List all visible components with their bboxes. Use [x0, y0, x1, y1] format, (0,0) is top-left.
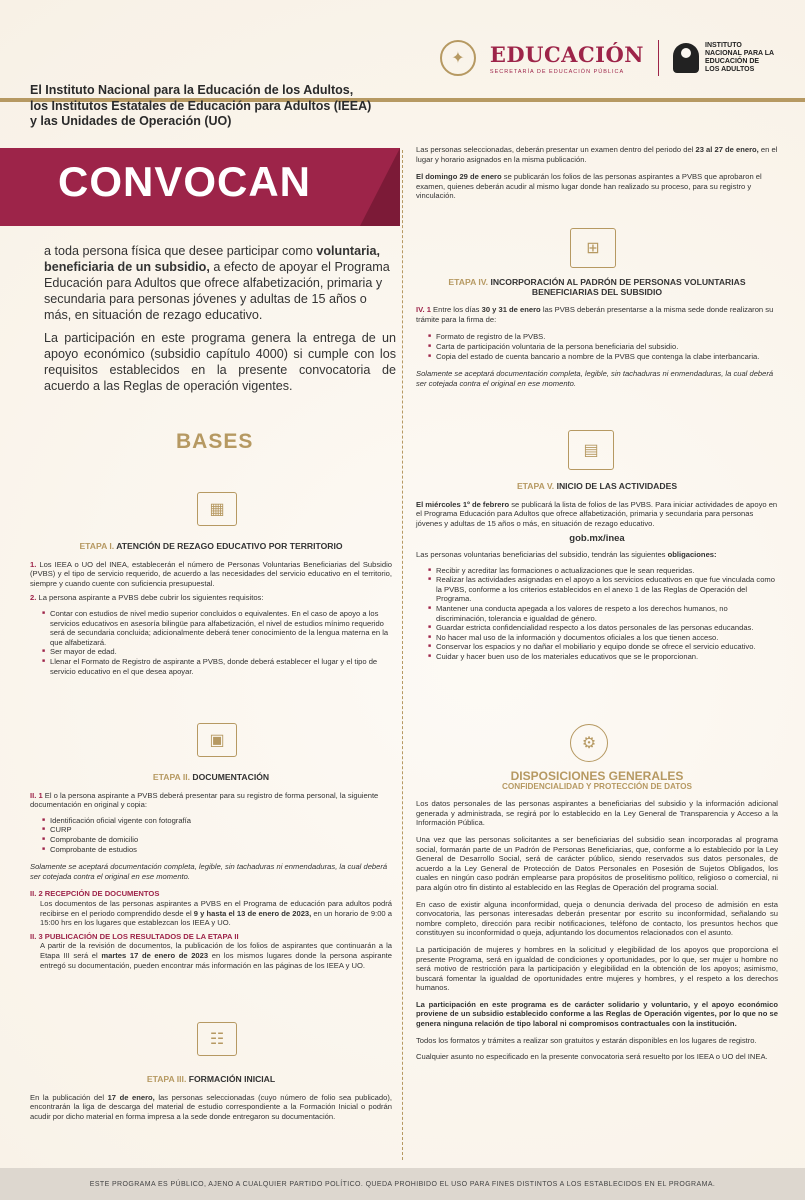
- folder-people-icon: ▣: [197, 723, 237, 757]
- etapa-4-point-1: [416, 305, 778, 324]
- etapa-3-title: [30, 1075, 392, 1085]
- list-item: ■ Ser mayor de edad.: [42, 647, 392, 657]
- bases-heading: BASES: [176, 430, 254, 453]
- etapa-3: [30, 1075, 392, 1121]
- etapa-1-tag: ETAPA I.: [79, 541, 115, 551]
- etapa-4-text-c: las PVBS deberán presentarse a la misma sede donde realizaron su trámite para la firma de:: [416, 305, 774, 324]
- etapa-1-text-2: La persona aspirante a PVBS debe cubrir los siguientes requisitos:: [38, 593, 264, 603]
- list-item: ■ CURP: [42, 825, 392, 835]
- issuer-line-3: y las Unidades de Operación (UO): [30, 114, 232, 128]
- etapa-3-text-b: 17 de enero,: [107, 1092, 155, 1102]
- disposiciones-p5: La participación en este programa es de carácter solidario y voluntario, y el apoyo económico proviene de un subsidio establecido conforme a las Reglas de Operación vigentes, por lo que no se genera ninguna relación de tipo laboral ni compromisos contractuales con la institución.: [416, 999, 778, 1029]
- etapa-4-tag: ETAPA IV.: [448, 277, 489, 287]
- etapa-3-text-c: las personas seleccionadas (cuyo número de folio sea publicado), encontrarán la liga de descarga del material de estudio correspondiente a la Formación Inicial o podrán acudir por dicho material en forma impresa a la sede donde entregaron su documentación.: [30, 1092, 392, 1121]
- etapa-1-point-2: [30, 593, 392, 603]
- obligations-text-b: obligaciones:: [667, 549, 717, 559]
- list-item: ■ Guardar estricta confidencialidad respecto a los datos personales de las personas educandas.: [428, 623, 778, 633]
- etapa-4-text-a: Entre los días: [433, 305, 482, 315]
- etapa-2-3-heading: II. 3 PUBLICACIÓN DE LOS RESULTADOS DE LA ETAPA II: [30, 931, 239, 941]
- etapa-5-text-b: se publicará la lista de folios de las PVBS. Para iniciar actividades de apoyo en el Programa Educación para Adultos que ofrece alfabetización, primaria y secundaria para personas jóvenes y adultas de 15 años o más, en situación de rezago educativo.: [416, 499, 778, 528]
- issuer-line-2: los Institutos Estatales de Educación para Adultos (IEEA): [30, 98, 372, 113]
- list-item: ■ Cuidar y hacer buen uso de los materiales educativos que se le proporcionan.: [428, 652, 778, 662]
- list-item: ■ Contar con estudios de nivel medio superior concluidos o equivalentes. En el caso de apoyo a los servicios educativos en asesoría bilingüe para alfabetización, el nivel de estudios mínimo requerido será de secundaria concluida; adicionalmente deberá tener conocimiento de la lengua materna en la que alfabetizará.: [42, 609, 392, 647]
- etapa-1-point-1: [30, 560, 392, 589]
- etapa-2-2-text: [30, 899, 392, 928]
- calendar-icon: ▤: [568, 430, 614, 470]
- logo-divider: [658, 40, 659, 76]
- etapa-2-tag: ETAPA II.: [152, 772, 190, 782]
- etapa-2-2-text-b: 9 y hasta el 13 de enero de 2023,: [193, 908, 312, 918]
- lead-paragraph-1: [44, 243, 396, 323]
- results-text-a: El domingo 29 de enero: [416, 172, 502, 182]
- inea-logo-text: INSTITUTO NACIONAL PARA LA EDUCACIÓN DE LOS ADULTOS: [705, 42, 774, 73]
- presentation-board-icon: ▦: [197, 492, 237, 526]
- inea-person-icon: [673, 43, 699, 73]
- lead-paragraph-2: La participación en este programa genera la entrega de un apoyo económico (subsidio capítulo 4000) si cumple con los requisitos establecidos en la presente convocatoria de acuerdo a las Reglas de operación vigentes.: [44, 331, 396, 393]
- etapa-4-title: [416, 278, 778, 297]
- gob-inea-link[interactable]: gob.mx/inea: [569, 533, 625, 545]
- sep-logo: [490, 42, 644, 75]
- lead-text-b: voluntaria, beneficiaria de un subsidio,: [44, 244, 381, 274]
- disposiciones-p4: La participación de mujeres y hombres en la solicitud y elegibilidad de los apoyos que proporciona el presente Programa, será en igualdad de condiciones y oportunidades, por lo que, ser mujer u hombre no será motivo de restricción para la participación y elegibilidad en la obtención de los apoyos; asimismo, buscará fomentar la igualdad de oportunidades entre mujeres y hombres, y el respeto a los derechos humanos.: [416, 944, 778, 993]
- list-item: ■ Realizar las actividades asignadas en el apoyo a los servicios educativos en que fue vinculada como la PVBS, conforme a los criterios establecidos en el anexo 1 de las Reglas de Operación del Programa.: [428, 575, 778, 604]
- etapa-2-3-text: [30, 941, 392, 970]
- etapa-4-num-1: IV. 1: [416, 305, 431, 315]
- list-item: ■ Comprobante de estudios: [42, 845, 392, 855]
- etapa-3-continued: [416, 145, 778, 201]
- disposiciones-p7: Cualquier asunto no especificado en la presente convocatoria será resuelto por los IEEA o UO del INEA.: [416, 1052, 768, 1062]
- etapa-4-title-text: INCORPORACIÓN AL PADRÓN DE PERSONAS VOLUNTARIAS BENEFICIARIAS DEL SUBSIDIO: [490, 277, 746, 297]
- issuer-heading: [30, 83, 400, 130]
- disposiciones-p2: Una vez que las personas solicitantes a ser beneficiarias del subsidio sean incorporadas al programa social, formarán parte de un Padrón de Personas Beneficiarias, que, conforme a lo establecido por la Ley General de Desarrollo Social, será de carácter público, siendo reservados sus datos personales, de acuerdo a la Ley General de Protección de Datos Personales en Posesión de Sujetos Obligados, los cuales en ningún caso podrán emplearse para propósitos de proselitismo político, religioso o comercial, ni para algún otro fin distinto al establecido en las Reglas de Operación del programa social.: [416, 834, 778, 892]
- list-item: ■ Copia del estado de cuenta bancario a nombre de la PVBS que contenga la clabe interbancaria.: [428, 352, 778, 362]
- etapa-5-tag: ETAPA V.: [516, 481, 555, 491]
- etapa-5-intro: [416, 500, 778, 529]
- exam-paragraph: [416, 145, 778, 164]
- etapa-1-num-2: 2.: [30, 593, 37, 603]
- etapa-2-documents: [30, 816, 392, 854]
- results-paragraph: [416, 172, 778, 201]
- etapa-1-title: [30, 542, 392, 552]
- etapa-2-2-heading: II. 2 RECEPCIÓN DE DOCUMENTOS: [30, 889, 160, 899]
- org-chart-icon: ⊞: [570, 228, 616, 268]
- footer-disclaimer: ESTE PROGRAMA ES PÚBLICO, AJENO A CUALQUIER PARTIDO POLÍTICO. QUEDA PROHIBIDO EL USO PARA FINES DISTINTOS A LOS ESTABLECIDOS EN EL PROGRAMA.: [0, 1168, 805, 1200]
- obligations-intro: [416, 550, 778, 560]
- list-item: ■ Formato de registro de la PVBS.: [428, 332, 778, 342]
- lead-text-c: a efecto de apoyar el Programa Educación para Adultos que ofrece alfabetización, primaria y secundaria para personas jóvenes y adultas de 15 años o más, en situación de rezago educativo.: [44, 260, 390, 322]
- etapa-5-title-text: INICIO DE LAS ACTIVIDADES: [556, 481, 678, 491]
- gear-icon: ⚙: [570, 724, 608, 762]
- obligations-text-a: Las personas voluntarias beneficiarias del subsidio, tendrán las siguientes: [416, 549, 668, 559]
- disposiciones-p6: Todos los formatos y trámites a realizar son gratuitos y estarán disponibles en los lugares de registro.: [416, 1035, 757, 1045]
- etapa-5-text-a: El miércoles 1º de febrero: [416, 499, 510, 509]
- etapa-4-note: Solamente se aceptará documentación completa, legible, sin tachaduras ni enmendaduras, la cual deberá ser cotejada contra el original en ese momento.: [416, 369, 774, 388]
- etapa-4-documents: [416, 332, 778, 361]
- convocan-title: CONVOCAN: [58, 158, 312, 205]
- disposiciones-p3: En caso de existir alguna inconformidad, queja o denuncia derivada del proceso de admisión en esta convocatoria, las personas interesadas deberán presentar por escrito su inconformidad, señalando su nombre completo, dirección para recibir notificaciones, teléfono de contacto, los presuntos hechos que constituyen su inconformidad o queja, adjuntando los documentos relacionados con el asunto.: [416, 899, 778, 938]
- list-item: ■ Recibir y acreditar las formaciones o actualizaciones que le sean requeridas.: [428, 566, 778, 576]
- etapa-4-text-b: 30 y 31 de enero: [481, 305, 541, 315]
- etapa-2-title-text: DOCUMENTACIÓN: [192, 772, 270, 782]
- etapa-1-requirements: [30, 609, 392, 676]
- sep-logo-subtitle: SECRETARÍA DE EDUCACIÓN PÚBLICA: [489, 68, 625, 75]
- etapa-2-point-1: [30, 791, 392, 810]
- sep-logo-word: EDUCACIÓN: [489, 41, 644, 67]
- list-item: ■ No hacer mal uso de la información y documentos oficiales a los que tienen acceso.: [428, 633, 778, 643]
- etapa-3-text-a: En la publicación del: [30, 1092, 108, 1102]
- exam-text-a: Las personas seleccionadas, deberán presentar un examen dentro del periodo del: [416, 145, 696, 154]
- disposiciones: [416, 769, 778, 1062]
- obligations-list: [416, 566, 778, 662]
- exam-text-c: en el lugar y horario asignados en la misma publicación.: [416, 145, 778, 164]
- disposiciones-title: DISPOSICIONES GENERALES: [510, 769, 684, 783]
- etapa-3-title-text: FORMACIÓN INICIAL: [188, 1074, 276, 1084]
- etapa-3-text: [30, 1093, 392, 1122]
- etapa-2-3-text-c: en los mismos lugares donde la persona aspirante entregó su documentación, pueden encontrar más información en las páginas de los IEEA y UO.: [40, 950, 392, 970]
- exam-text-b: 23 al 27 de enero,: [695, 145, 759, 154]
- list-item: ■ Comprobante de domicilio: [42, 835, 392, 845]
- issuer-line-1: El Instituto Nacional para la Educación de los Adultos,: [30, 83, 354, 97]
- list-item: ■ Mantener una conducta apegada a los valores de respeto a los derechos humanos, no discriminación, tolerancia e igualdad de género.: [428, 604, 778, 623]
- etapa-1-text-1: Los IEEA o UO del INEA, establecerán el número de Personas Voluntarias Beneficiarias del Subsidio (PVBS) y el tipo de servicio requerido, de acuerdo a las necesidades del servicio educativo en el territorio, siempre y cuando cuente con suficiencia presupuestal.: [30, 559, 392, 588]
- results-text-c: se publicarán los folios de las personas aspirantes a PVBS que aprobaron el examen, quienes deberán acudir al mismo lugar donde han realizado su proceso, para su registro y vinculación.: [416, 172, 762, 201]
- etapa-2-3-text-b: martes 17 de enero de 2023: [101, 950, 209, 960]
- column-divider: [402, 150, 403, 1160]
- etapa-2-3-text-a: A partir de la revisión de documentos, la publicación de los folios de aspirantes que continuarán a la Etapa III será el: [40, 941, 392, 960]
- inea-logo: [673, 42, 775, 74]
- etapa-2-num-1: II. 1: [30, 790, 43, 800]
- list-item: ■ Carta de participación voluntaria de la persona beneficiaria del subsidio.: [428, 342, 778, 352]
- etapa-2: [30, 773, 392, 970]
- disposiciones-subtitle: CONFIDENCIALIDAD Y PROTECCIÓN DE DATOS: [502, 781, 692, 791]
- logos: [440, 40, 775, 76]
- etapa-2-2-text-a: Los documentos de las personas aspirantes a PVBS en el Programa de educación para adultos podrá recibirse en el periodo comprendido desde el: [40, 898, 392, 918]
- etapa-5: [416, 482, 778, 662]
- etapa-5-title: [416, 482, 778, 492]
- etapa-2-2-text-c: en un horario de 9:00 a 15:00 hrs en los lugares que establezcan los IEEA y UO.: [40, 908, 393, 928]
- etapa-1: [30, 542, 392, 676]
- etapa-2-title: [30, 773, 392, 783]
- etapa-4: [416, 278, 778, 388]
- lead-text-a: a toda persona física que desee participar como: [44, 244, 317, 258]
- eagle-seal-icon: ✦: [440, 40, 476, 76]
- list-item: ■ Identificación oficial vigente con fotografía: [42, 816, 392, 826]
- list-item: ■ Conservar los espacios y no dañar el mobiliario y equipo donde se ofrece el servicio educativo.: [428, 642, 778, 652]
- etapa-2-note: Solamente se aceptará documentación completa, legible, sin tachaduras ni enmendaduras, la cual deberá ser cotejada contra el original en ese momento.: [30, 862, 388, 881]
- disposiciones-p1: Los datos personales de las personas aspirantes a beneficiarias del subsidio y la información adicional generada y administrada, se regirá por lo establecido en la Ley General de Transparencia y Acceso a la Información Pública.: [416, 799, 778, 828]
- list-item: ■ Llenar el Formato de Registro de aspirante a PVBS, donde deberá establecer el lugar y el tipo de servicio educativo en el que desea apoyar.: [42, 657, 392, 676]
- etapa-1-num-1: 1.: [30, 559, 37, 569]
- training-group-icon: ☷: [197, 1022, 237, 1056]
- etapa-1-title-text: ATENCIÓN DE REZAGO EDUCATIVO POR TERRITORIO: [116, 541, 343, 551]
- etapa-2-text-1: El o la persona aspirante a PVBS deberá presentar para su registro de forma personal, la siguiente documentación en original y copia:: [30, 790, 379, 810]
- etapa-3-tag: ETAPA III.: [146, 1074, 187, 1084]
